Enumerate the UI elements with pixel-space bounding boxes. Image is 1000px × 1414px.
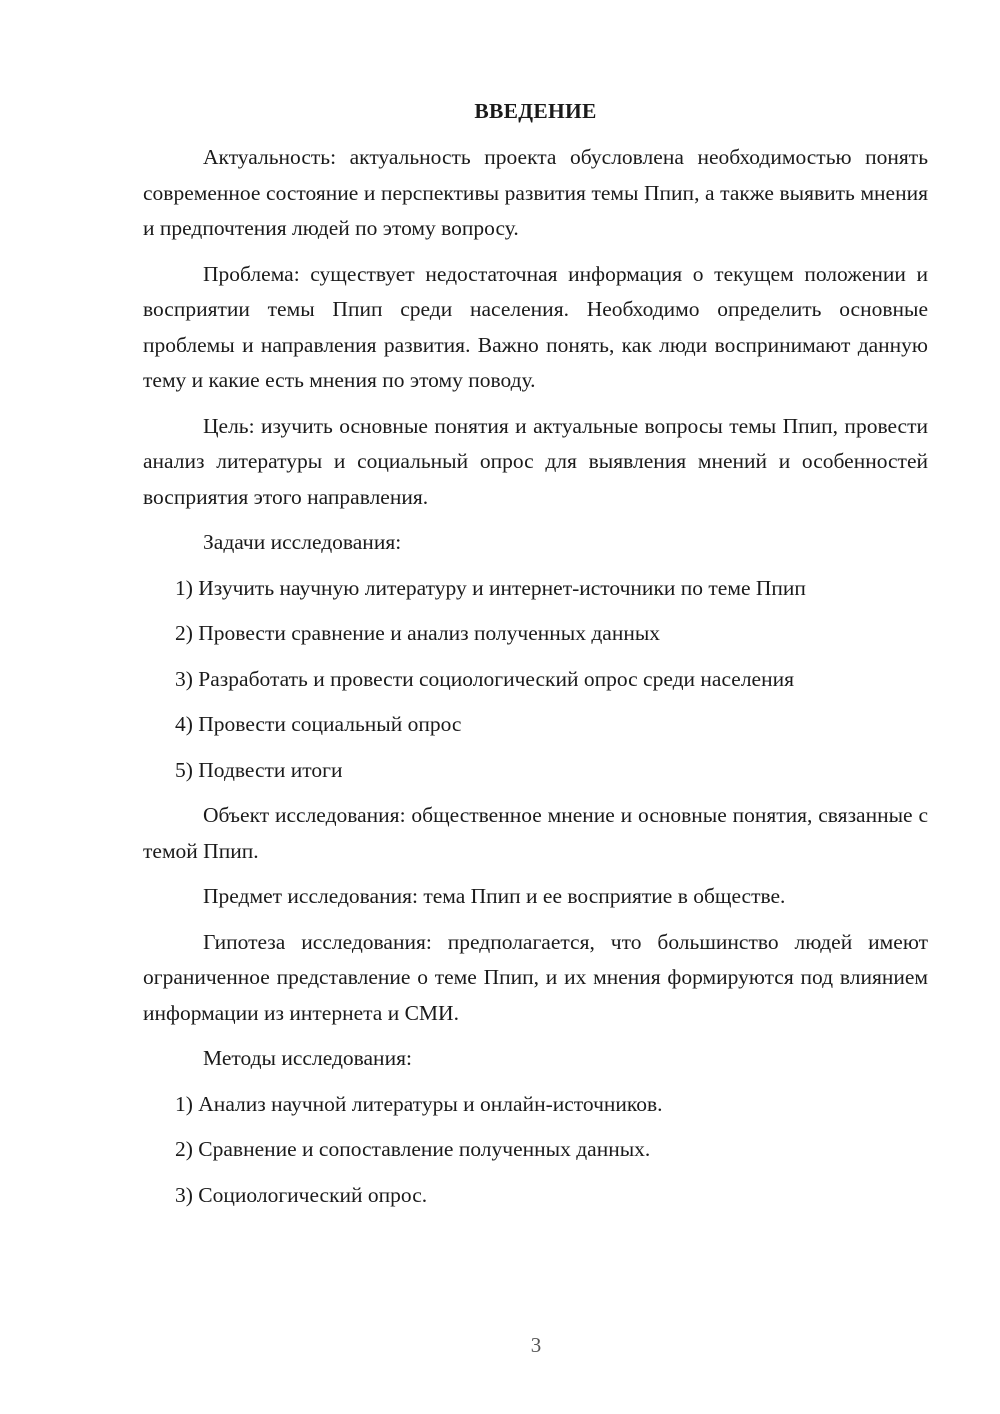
object-paragraph: Объект исследования: общественное мнение и основные понятия, связанные с темой Ппип. (143, 803, 928, 863)
page-content (143, 94, 928, 1223)
relevance-paragraph: Актуальность: актуальность проекта обусловлена необходимостью понять современное состояние и перспективы развития темы Ппип, а также выявить мнения и предпочтения людей по этому вопросу. (143, 145, 928, 240)
list-item-task-2: 2) Провести сравнение и анализ полученных данных (175, 621, 661, 645)
methods-list (143, 1087, 928, 1214)
list-item-method-3: 3) Социологический опрос. (175, 1182, 428, 1207)
list-item-method-2: 2) Сравнение и сопоставление полученных данных. (175, 1137, 651, 1161)
tasks-heading: Задачи исследования: (203, 530, 402, 554)
section-title: ВВЕДЕНИЕ (474, 99, 597, 123)
hypothesis-paragraph: Гипотеза исследования: предполагается, что большинство людей имеют ограниченное представление о теме Ппип, и их мнения формируются под влиянием информации из интернета и СМИ. (143, 929, 928, 1025)
list-item-task-1: 1) Изучить научную литературу и интернет-источники по теме Ппип (175, 575, 806, 600)
page-number: 3 (530, 1333, 542, 1357)
subject-paragraph: Предмет исследования: тема Ппип и ее восприятие в обществе. (203, 884, 786, 908)
methods-heading: Методы исследования: (203, 1046, 412, 1070)
goal-paragraph: Цель: изучить основные понятия и актуальные вопросы темы Ппип, провести анализ литературы и социальный опрос для выявления мнений и особенностей восприятия этого направления. (143, 413, 928, 509)
list-item-task-3: 3) Разработать и провести социологический опрос среди населения (175, 666, 794, 691)
list-item-task-4: 4) Провести социальный опрос (175, 712, 462, 736)
list-item-task-5: 5) Подвести итоги (175, 757, 343, 782)
tasks-list (143, 571, 928, 789)
list-item-method-1: 1) Анализ научной литературы и онлайн-источников. (175, 1091, 663, 1116)
problem-paragraph: Проблема: существует недостаточная информация о текущем положении и восприятии темы Ппип среди населения. Необходимо определить основные проблемы и направления развития. Важно понять, как люди воспринимают данную тему и какие есть мнения по этому поводу. (143, 261, 928, 392)
